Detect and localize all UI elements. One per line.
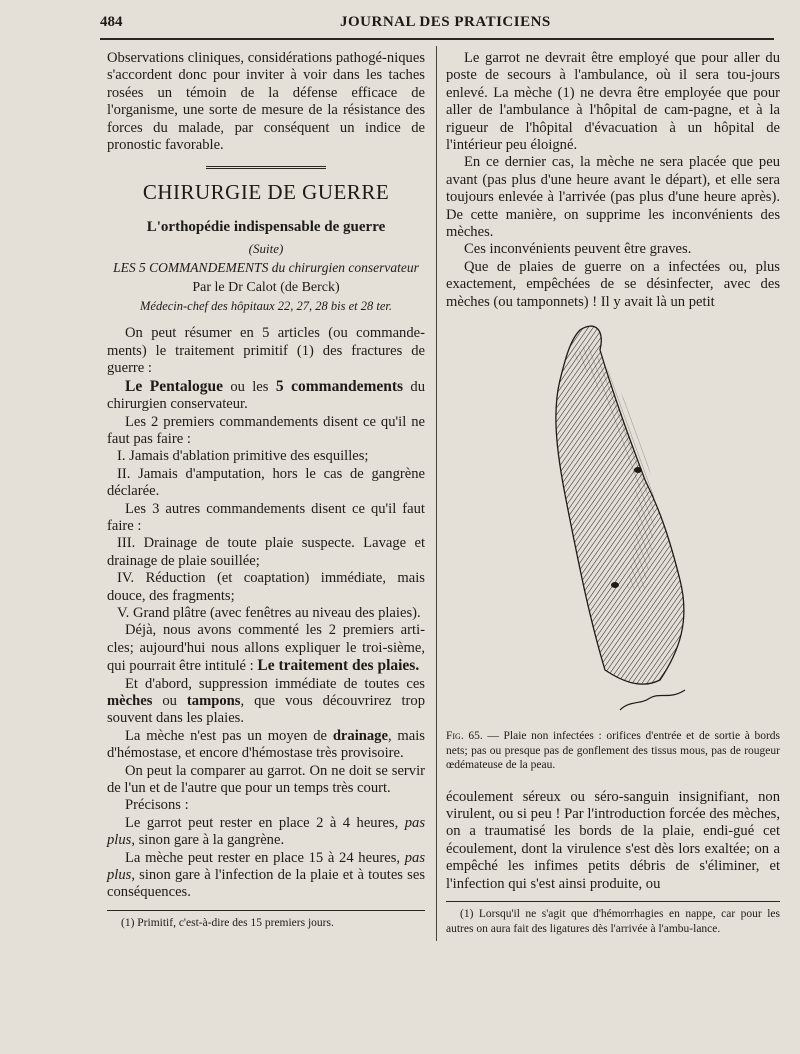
text: La mèche n'est pas un moyen de xyxy=(125,727,333,744)
header-rule xyxy=(100,38,774,40)
paragraph xyxy=(107,815,425,850)
footnote-rule xyxy=(107,910,425,911)
paragraph: Que de plaies de guerre on a infectées ou, plus exactement, empêchées de se désinfecter, avec des mèches (ou tamponnets) ! Il y avait là un petit xyxy=(446,258,780,310)
section-separator xyxy=(206,166,326,169)
left-column xyxy=(107,50,425,931)
emphasis: tampons xyxy=(186,693,241,709)
paragraph: écoulement séreux ou séro-sanguin insignifiant, non virulent, ou si peu ! Par l'introduction forcée des mèches, on a traumatisé les bords de la plaie, endi-gué cet écoulement, dont la virulence s'est dès lors exaltée; on a empêché les infimes petits débris de s'éliminer, et l'infection qui s'est ainsi produite, ou xyxy=(446,788,780,892)
list-item: IV. Réduction (et coaptation) immédiate, mais douce, des fragments; xyxy=(107,570,425,604)
article-author: Par le Dr Calot (de Berck) xyxy=(192,279,340,295)
figure-label: Fig. 65. xyxy=(446,730,483,743)
paragraph xyxy=(107,676,425,728)
text: , sinon gare à l'infection de la plaie et à toutes ses conséquences. xyxy=(107,867,425,901)
text: La mèche peut rester en place 15 à 24 heures, xyxy=(125,849,405,866)
paragraph: On peut résumer en 5 articles (ou commande-ments) le traitement primitif (1) des fractures de guerre : xyxy=(107,325,425,377)
article-title: L'orthopédie indispensable de guerre xyxy=(146,219,386,236)
list-item: II. Jamais d'amputation, hors le cas de gangrène déclarée. xyxy=(107,465,425,500)
paragraph: En ce dernier cas, la mèche ne sera placée que peu avant (pas plus d'une heure avant le départ), et elle sera toujours enlevée à l'arrivée (pas plus d'une heure après). De cette manière, on supprime les inconvénients des mèches. xyxy=(446,154,780,241)
paragraph xyxy=(107,728,425,763)
paragraph xyxy=(107,622,425,675)
paragraph: Le garrot ne devrait être employé que pour aller du poste de secours à l'ambulance, où il sera tou-jours enlevé. La mèche (1) ne devra être employée que pour aller de l'ambulance à l'hôpital de cam-pagne, et à la rigueur de l'hôpital d'évacuation à un hôpital de l'intérieur peu éloigné. xyxy=(446,50,780,154)
text: Déjà, nous avons commenté les 2 premiers arti-cles; aujourd'hui nous allons expliquer le troi-sième, qui pourrait être intitulé : xyxy=(107,622,425,675)
entry-wound xyxy=(634,467,642,473)
footnote-rule xyxy=(446,901,780,902)
page-header xyxy=(100,14,774,36)
text: ou xyxy=(152,693,187,709)
author-affiliation: Médecin-chef des hôpitaux 22, 27, 28 bis et 28 ter. xyxy=(139,299,393,314)
emphasis: drainage xyxy=(332,727,388,744)
paragraph: Les 2 premiers commandements disent ce qu'il ne faut pas faire : xyxy=(107,413,425,447)
section-title: CHIRURGIE DE GUERRE xyxy=(142,180,390,205)
text: ou les xyxy=(222,378,276,395)
artist-signature xyxy=(620,690,685,710)
text: , sinon gare à la gangrène. xyxy=(131,832,285,849)
emphasis: pas plus xyxy=(107,849,425,884)
paragraph: Les 3 autres commandements disent ce qu'il faut faire : xyxy=(107,500,425,534)
caption-text: — Plaie non infectées : orifices d'entrée et de sortie à bords nets; pas ou presque pas de gonflement des tissus mous, pas de rougeur œdémateuse de la peau. xyxy=(446,730,780,772)
exit-wound xyxy=(611,582,619,588)
column-divider xyxy=(436,46,437,941)
list-item: I. Jamais d'ablation primitive des esquilles; xyxy=(117,448,369,465)
emphasis: mèches xyxy=(107,693,153,709)
paragraph xyxy=(107,850,425,902)
emphasis: 5 commandements xyxy=(275,377,404,395)
paragraph: On peut la comparer au garrot. On ne doit se servir de l'un et de l'autre que pour un temps très court. xyxy=(107,762,425,797)
text: du chirurgien conservateur. xyxy=(107,378,425,413)
intro-paragraph: Observations cliniques, considérations pathogé-niques s'accordent donc pour inviter à voir dans les taches rosées un témoin de la défense efficace de l'organisme, une sorte de mesure de la résistance des forces du malade, par conséquent un indice de pronostic favorable. xyxy=(107,50,425,154)
journal-title: JOURNAL DES PRATICIENS xyxy=(340,14,551,30)
footnote: (1) Lorsqu'il ne s'agit que d'hémorrhagies en nappe, car pour les autres on aura fait des ligatures dès l'arrivée à l'ambu-lance. xyxy=(446,908,780,936)
text: , que vous découvrirez trop souvent dans les plaies. xyxy=(107,693,425,727)
emphasis: Le traitement des plaies. xyxy=(257,657,420,675)
article-subtitle: LES 5 COMMANDEMENTS du chirurgien conservateur xyxy=(113,260,419,276)
page-number: 484 xyxy=(100,14,123,30)
paragraph xyxy=(107,378,425,414)
wound-illustration xyxy=(520,320,710,720)
text: Et d'abord, suppression immédiate de toutes ces xyxy=(125,675,425,692)
footnote: (1) Primitif, c'est-à-dire des 15 premiers jours. xyxy=(121,916,334,929)
paragraph: Précisons : xyxy=(125,797,189,814)
emphasis: Le Pentalogue xyxy=(125,377,223,395)
figure-caption xyxy=(446,729,780,773)
list-item: V. Grand plâtre (avec fenêtres au niveau des plaies). xyxy=(117,604,421,621)
list-item: III. Drainage de toute plaie suspecte. Lavage et drainage de plaie souillée; xyxy=(107,535,425,569)
article-suite: (Suite) xyxy=(248,240,284,256)
text: , mais d'hémostase, et encore d'hémostase très provisoire. xyxy=(107,727,425,762)
paragraph: Ces inconvénients peuvent être graves. xyxy=(464,241,692,258)
emphasis: pas plus xyxy=(107,814,425,849)
text: Le garrot peut rester en place 2 à 4 heures, xyxy=(125,814,405,831)
